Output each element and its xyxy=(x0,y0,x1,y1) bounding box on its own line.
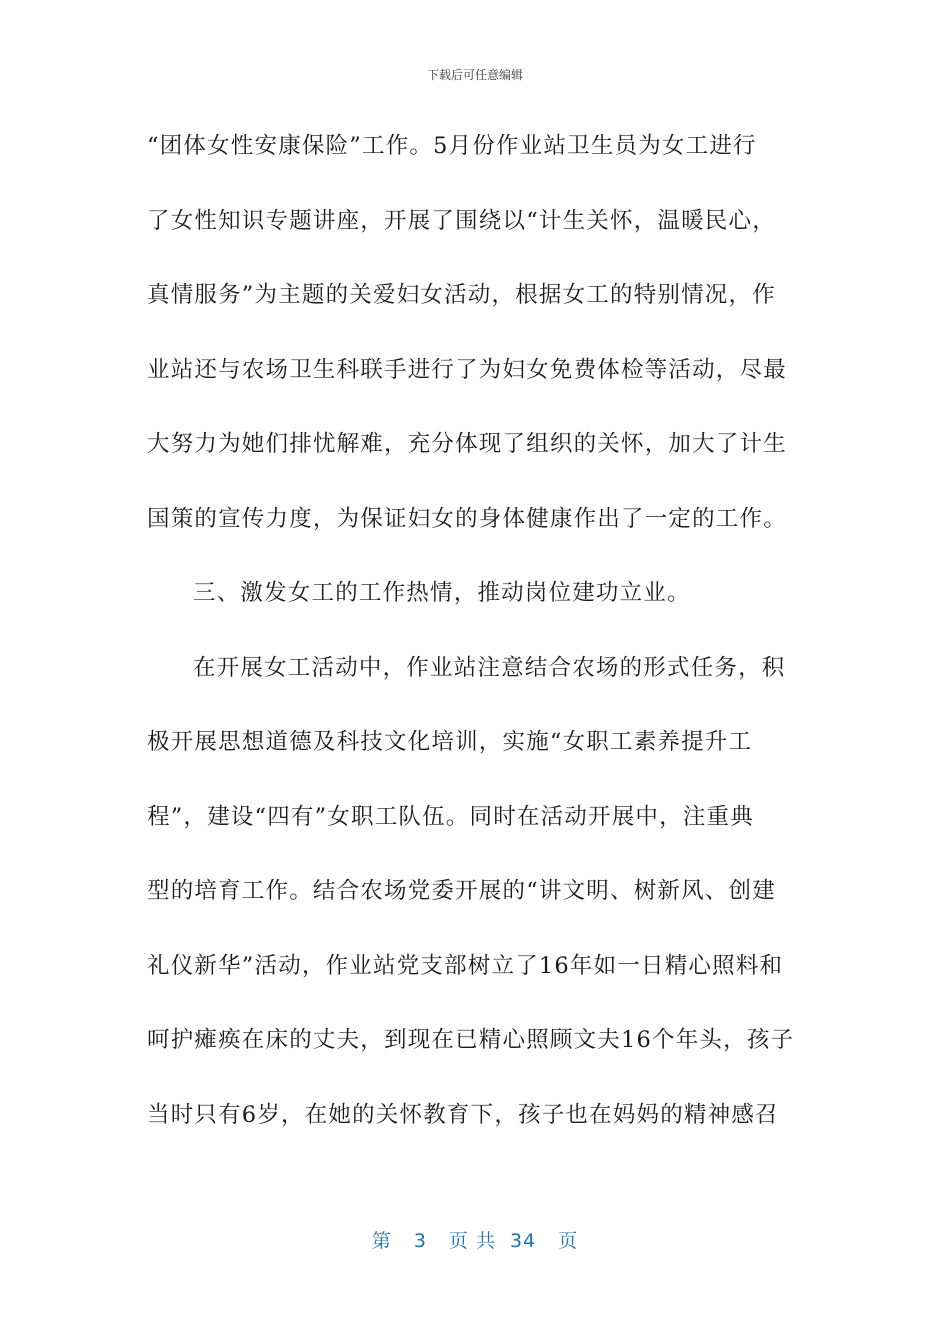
paragraph-first-line: 在开展女工活动中，作业站注意结合农场的形式任务，积 xyxy=(193,654,786,681)
text-line: 极开展思想道德及科技文化培训，实施“女职工素养提升工 xyxy=(147,729,753,755)
text-line: 了女性知识专题讲座，开展了围绕以“计生关怀，温暖民心， xyxy=(147,207,776,234)
page-header-note: 下载后可任意编辑 xyxy=(426,68,523,82)
text-line: 礼仪新华”活动，作业站党支部树立了16年如一日精心照料和 xyxy=(147,952,784,979)
text-line: 程”，建设“四有”女职工队伍。同时在活动开展中，注重典 xyxy=(147,803,754,830)
page-number-footer xyxy=(0,1226,950,1253)
text-line: 当时只有6岁，在她的关怀教育下，孩子也在妈妈的精神感召 xyxy=(147,1101,779,1128)
text-line: “团体女性安康保险”工作。5月份作业站卫生员为女工进行 xyxy=(147,133,757,159)
total-page-count: 34 xyxy=(509,1230,537,1252)
footer-middle: 页 共 xyxy=(448,1230,496,1252)
section-heading: 三、激发女工的工作热情，推动岗位建功立业。 xyxy=(193,580,691,606)
footer-suffix: 页 xyxy=(558,1230,579,1252)
text-line: 真情服务”为主题的关爱妇女活动，根据女工的特别情况，作 xyxy=(147,282,776,308)
text-line: 国策的宣传力度，为保证妇女的身体健康作出了一定的工作。 xyxy=(147,505,787,532)
text-line: 业站还与农场卫生科联手进行了为妇女免费体检等活动，尽最 xyxy=(147,356,787,383)
footer-prefix: 第 xyxy=(371,1230,392,1252)
document-body xyxy=(147,120,807,1163)
current-page-number: 3 xyxy=(413,1230,427,1252)
text-line: 大努力为她们排忧解难，充分体现了组织的关怀，加大了计生 xyxy=(147,431,787,457)
text-line: 呵护瘫痪在床的丈夫，到现在已精心照顾文夫16个年头，孩子 xyxy=(147,1027,795,1053)
text-line: 型的培育工作。结合农场党委开展的“讲文明、树新风、创建 xyxy=(147,878,776,904)
